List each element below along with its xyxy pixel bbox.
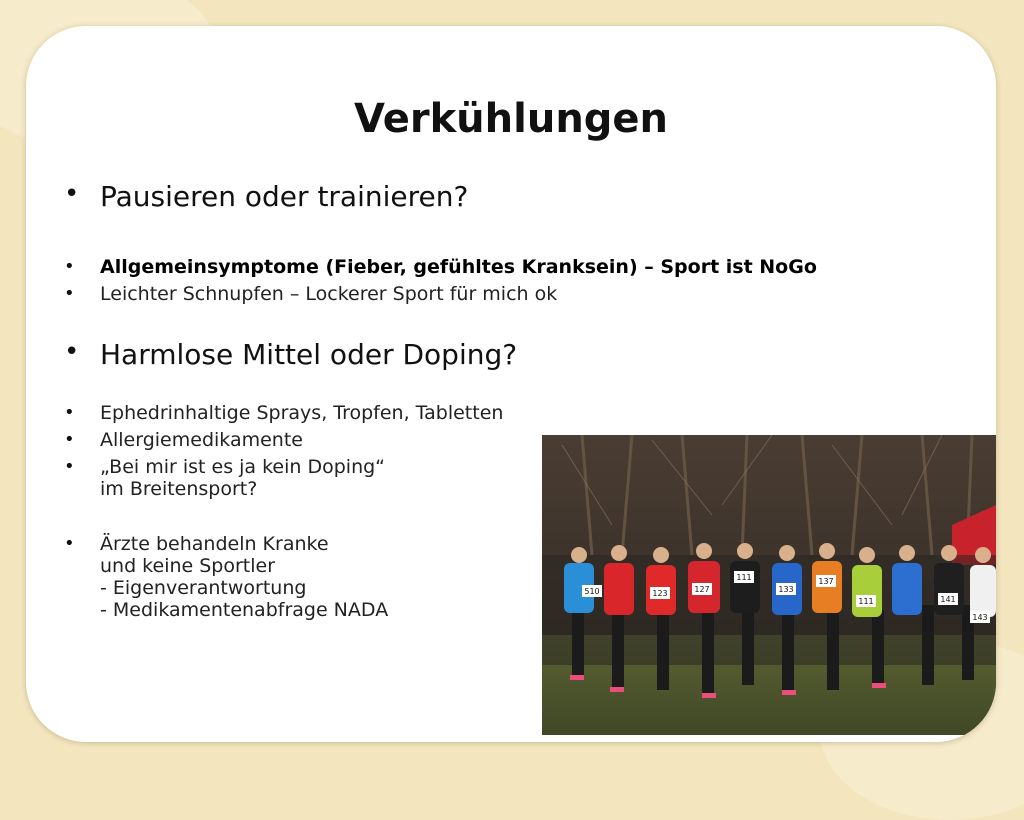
bullet-dot-icon: • (64, 337, 80, 367)
bullet-dot-icon: • (64, 256, 75, 277)
bullet-dot-icon: • (64, 533, 75, 554)
bullet-text: Pausieren oder trainieren? (100, 180, 469, 213)
bib-number: 111 (736, 573, 752, 582)
bullet-text: Harmlose Mittel oder Doping? (100, 338, 518, 371)
bullet-text: Leichter Schnupfen – Lockerer Sport für mich ok (100, 283, 558, 305)
bullet-dot-icon: • (64, 283, 75, 304)
bullet-dot-icon: • (64, 402, 75, 423)
bib-number: 123 (652, 589, 668, 598)
slide-card (26, 26, 996, 742)
bullet-text: „Bei mir ist es ja kein Doping“ im Breitensport? (100, 456, 386, 500)
bib-number: 510 (584, 587, 600, 596)
bib-number: 127 (694, 585, 710, 594)
bib-number: 133 (778, 585, 794, 594)
bullet-text: Allergiemedikamente (100, 429, 303, 451)
runners-photo (542, 435, 996, 735)
bullet-text: Ephedrinhaltige Sprays, Tropfen, Tabletten (100, 402, 504, 424)
bullet-dot-icon: • (64, 179, 80, 209)
bib-number: 137 (818, 577, 834, 586)
bib-number: 111 (858, 597, 874, 606)
bullet-dot-icon: • (64, 429, 75, 450)
bib-number: 143 (972, 613, 988, 622)
bullet-text: Allgemeinsymptome (Fieber, gefühltes Kranksein) – Sport ist NoGo (100, 256, 817, 278)
slide-title: Verkühlungen (353, 96, 669, 142)
bib-number: 141 (940, 595, 956, 604)
bullet-text: Ärzte behandeln Kranke und keine Sportler - Eigenverantwortung - Medikamentenabfrage NADA (100, 533, 389, 621)
bullet-dot-icon: • (64, 456, 75, 477)
